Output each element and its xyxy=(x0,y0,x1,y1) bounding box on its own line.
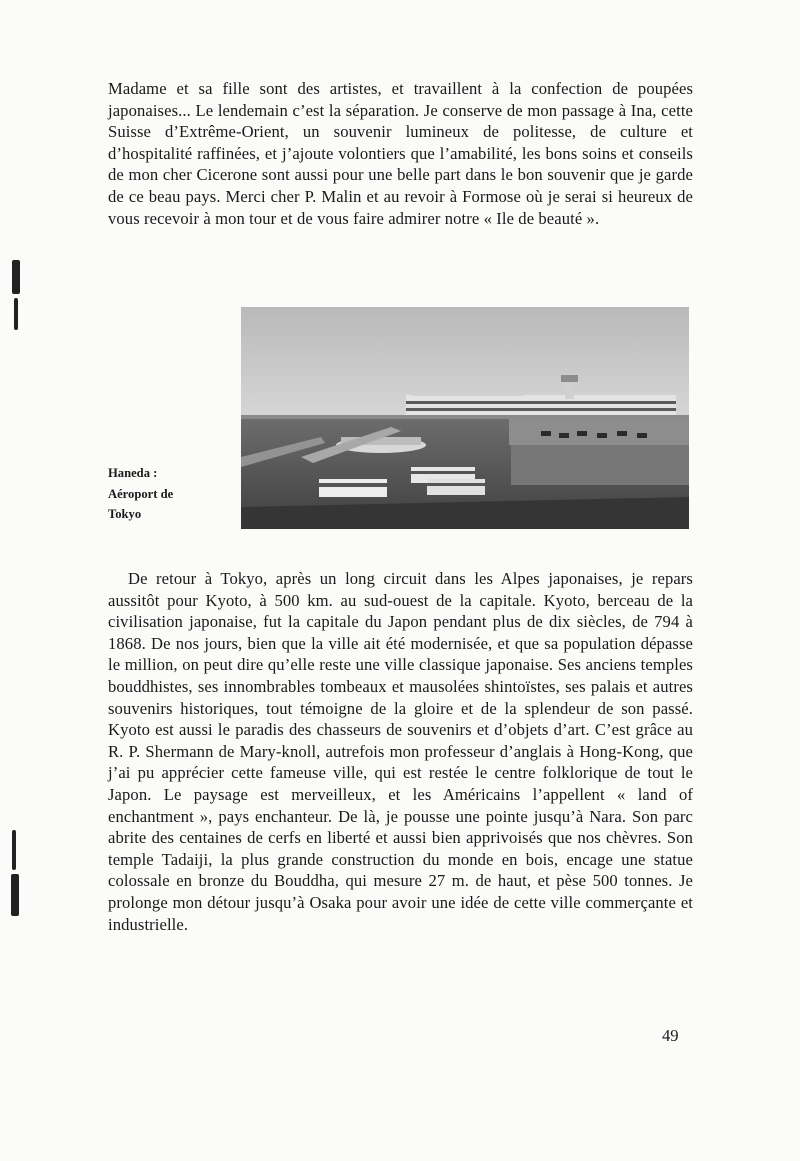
binding-mark-bottom-lower xyxy=(11,874,19,916)
figure-caption xyxy=(108,463,228,525)
caption-line-1: Haneda : xyxy=(108,466,158,480)
airport-photo-image xyxy=(241,307,689,529)
airport-photo xyxy=(241,307,689,529)
paragraph-1: Madame et sa fille sont des artistes, et travaillent à la confection de poupées japonaises... Le lendemain c’est la séparation. Je conserve de mon passage à Ina, cette Suisse d’Extrême-Orient, un souvenir lumineux de politesse, de culture et d’hospitalité raffinées, et j’ajoute volontiers que l’amabilité, les bons soins et conseils de mon cher Cicerone sont aussi pour une belle part dans le bon souvenir que je garde de ce beau pays. Merci cher P. Malin et au revoir à Formose où je serai si heureux de vous recevoir à mon tour et de vous faire admirer notre « Ile de beauté ». xyxy=(108,79,693,228)
caption-line-2: Aéroport de xyxy=(108,486,174,501)
page-number: 49 xyxy=(662,1026,679,1045)
binding-mark-bottom xyxy=(12,830,16,870)
caption-line-3: Tokyo xyxy=(108,507,142,521)
paragraph-2: De retour à Tokyo, après un long circuit dans les Alpes japonaises, je repars aussitôt pour Kyoto, à 500 km. au sud-ouest de la capitale. Kyoto, berceau de la civilisation japonaise, fut la capitale du Japon pendant plus de dix siècles, de 794 à 1868. De nos jours, bien que la ville ait été modernisée, et que sa population dépasse le million, on peut dire qu’elle reste une ville classique japonaise. Ses anciens temples bouddhistes, ses innombrables tombeaux et mausolées shintoïstes, ses palais et autres souvenirs historiques, tout témoigne de la gloire et de la splendeur de son passé. Kyoto est aussi le paradis des chasseurs de souvenirs et d’objets d’art. C’est grâce au R. P. Shermann de Mary-knoll, autrefois mon professeur d’anglais à Hong-Kong, que j’ai pu apprécier cette fameuse ville, qui est restée le centre folklorique de tout le Japon. Le paysage est merveilleux, et les Américains l’appellent « land of enchantment », pays enchanteur. De là, je pousse une pointe jusqu’à Nara. Son parc abrite des centaines de cerfs en liberté et aussi bien apprivoisés que nos chèvres. Son temple Tadaiji, la plus grande construction du monde en bois, encage une statue colossale en bronze du Bouddha, qui mesure 27 m. de haut, et pèse 500 tonnes. Je prolonge mon détour jusqu’à Osaka pour avoir une idée de cette ville commerçante et industrielle. xyxy=(108,569,693,934)
binding-mark-top-lower xyxy=(14,298,18,330)
binding-mark-top xyxy=(12,260,20,294)
